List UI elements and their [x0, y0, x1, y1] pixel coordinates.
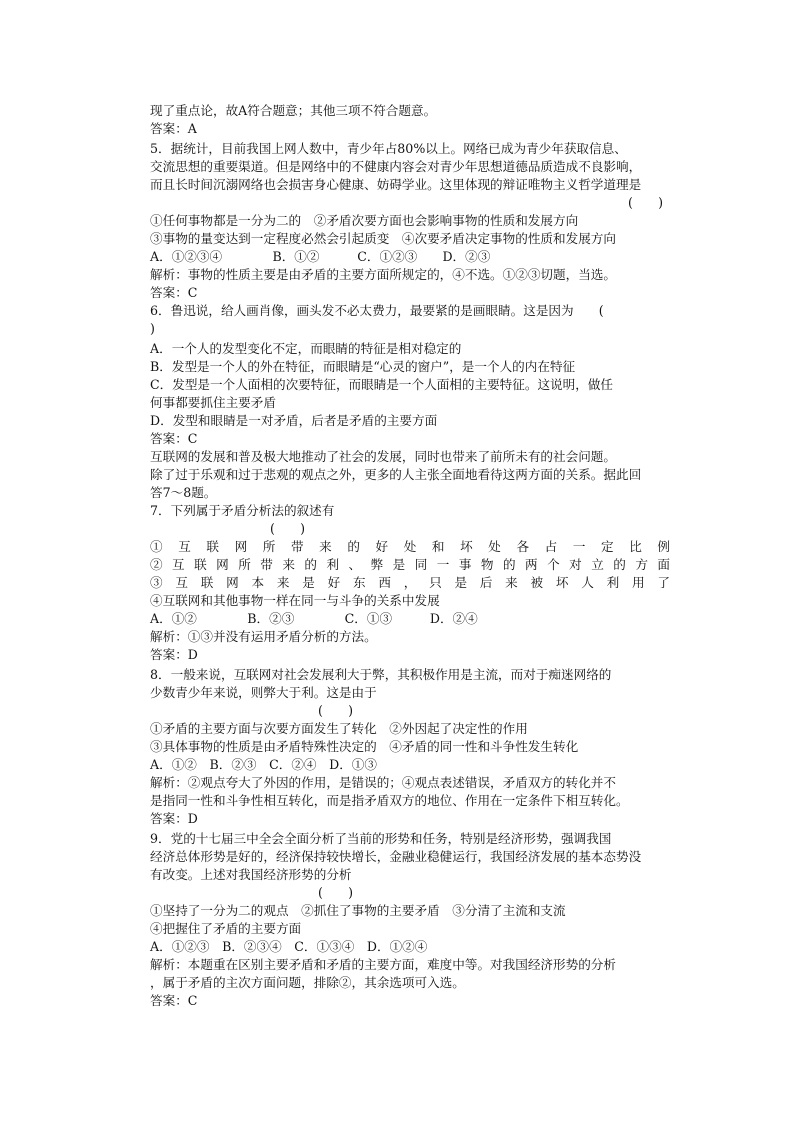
question-8-text: 8．一般来说，互联网对社会发展利大于弊，其积极作用是主流，而对于痴迷网络的: [150, 667, 612, 682]
question-7-text: 7．下列属于矛盾分析法的叙述有: [150, 503, 335, 518]
text-line: 现了重点论，故A符合题意；其他三项不符合题意。: [150, 103, 437, 118]
explanation-line: 解析：事物的性质主要是由矛盾的主要方面所规定的，④不选。①②③切题，当选。: [150, 267, 616, 282]
question-5-text: 5．据统计，目前我国上网人数中，青少年占80%以上。网络已成为青少年获取信息、: [150, 141, 627, 156]
explanation-line: 解析：本题重在区别主要矛盾和矛盾的主要方面，难度中等。对我国经济形势的分析: [150, 957, 616, 972]
question-5-text: 交流思想的重要渠道。但是网络中的不健康内容会对青少年思想道德品质造成不良影响，: [150, 159, 642, 174]
option-statement: ③事物的量变达到一定程度必然会引起质变 ④次要矛盾决定事物的性质和发展方向: [150, 231, 616, 246]
option-statement: ①矛盾的主要方面与次要方面发生了转化 ②外因起了决定性的作用: [150, 721, 528, 736]
choice-option: A．一个人的发型变化不定，而眼睛的特征是相对稳定的: [150, 341, 462, 356]
answer-blank: ( ): [318, 703, 354, 718]
explanation-line: 解析：②观点夸大了外因的作用，是错误的；④观点表述错误，矛盾双方的转化并不: [150, 775, 616, 790]
question-9-text: 9．党的十七届三中全会全面分析了当前的形势和任务，特别是经济形势，强调我国: [150, 831, 612, 846]
choice-options: A．①② B．②③ C．①③ D．②④: [150, 611, 478, 626]
answer-blank: ): [150, 321, 155, 336]
answer-blank: ( ): [270, 521, 306, 536]
choice-option: B．发型是一个人的外在特征，而眼睛是“心灵的窗户”，是一个人的内在特征: [150, 359, 576, 374]
passage-text: 除了过于乐观和过于悲观的观点之外，更多的人主张全面地看待这两方面的关系。据此回: [150, 467, 642, 482]
answer-line: 答案：C: [150, 993, 198, 1008]
explanation-line: ，属于矛盾的主次方面问题，排除②，其余选项可入选。: [150, 975, 465, 990]
passage-text: 互联网的发展和普及极大地推动了社会的发展，同时也带来了前所未有的社会问题。: [150, 449, 616, 464]
answer-line: 答案：C: [150, 431, 198, 446]
option-statement: ②互联网所带来的利、弊是同一事物的两个对立的方面: [150, 557, 670, 572]
question-9-text: 有改变。上述对我国经济形势的分析: [150, 867, 352, 882]
explanation-line: 是指同一性和斗争性相互转化，而是指矛盾双方的地位、作用在一定条件下相互转化。: [150, 793, 629, 808]
question-8-text: 少数青少年来说，则弊大于利。这是由于: [150, 685, 377, 700]
question-5-text: 而且长时间沉溺网络也会损害身心健康、妨碍学业。这里体现的辩证唯物主义哲学道理是: [150, 177, 642, 192]
answer-blank: ( ): [318, 885, 354, 900]
choice-options: A．①②③ B．②③④ C．①③④ D．①②④: [150, 939, 428, 954]
choice-option: 何事都要抓住主要矛盾: [150, 395, 276, 410]
choice-option: C．发型是一个人面相的次要特征，而眼睛是一个人面相的主要特征。这说明，做任: [150, 377, 614, 392]
choice-options: A．①② B．②③ C．②④ D．①③: [150, 757, 377, 772]
passage-text: 答7～8题。: [150, 485, 217, 500]
answer-blank: ( ): [628, 195, 664, 210]
answer-line: 答案：A: [150, 121, 197, 136]
option-statement: ①互联网所带来的好处和坏处各占一定比例: [150, 539, 670, 554]
answer-line: 答案：D: [150, 647, 198, 662]
question-9-text: 经济总体形势是好的，经济保持较快增长，金融业稳健运行，我国经济发展的基本态势没: [150, 849, 642, 864]
answer-line: 答案：C: [150, 285, 198, 300]
answer-line: 答案：D: [150, 811, 198, 826]
option-statement: ④把握住了矛盾的主要方面: [150, 921, 302, 936]
option-statement: ①任何事物都是一分为二的 ②矛盾次要方面也会影响事物的性质和发展方向: [150, 213, 579, 228]
option-statement: ①坚持了一分为二的观点 ②抓住了事物的主要矛盾 ③分清了主流和支流: [150, 903, 566, 918]
explanation-line: 解析：①③并没有运用矛盾分析的方法。: [150, 629, 377, 644]
option-statement: ④互联网和其他事物一样在同一与斗争的关系中发展: [150, 593, 440, 608]
option-statement: ③互联网本来是好东西，只是后来被坏人利用了: [150, 575, 670, 590]
option-statement: ③具体事物的性质是由矛盾特殊性决定的 ④矛盾的同一性和斗争性发生转化: [150, 739, 579, 754]
choice-options: A．①②③④ B．①② C．①②③ D．②③: [150, 249, 491, 264]
question-6-text: 6．鲁迅说，给人画肖像，画头发不必太费力，最要紧的是画眼睛。这是因为 (: [150, 303, 604, 318]
choice-option: D．发型和眼睛是一对矛盾，后者是矛盾的主要方面: [150, 413, 438, 428]
